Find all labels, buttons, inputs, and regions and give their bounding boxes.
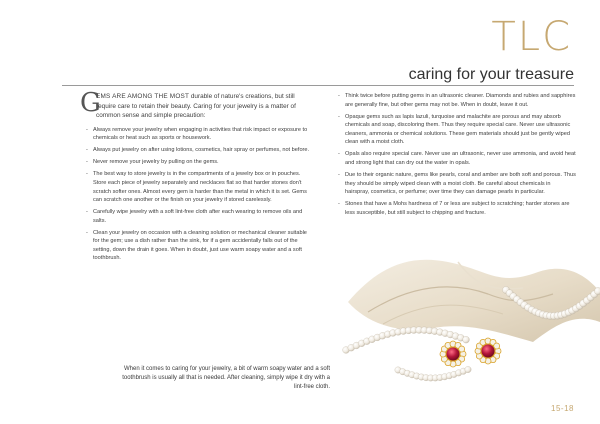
- left-care-list: [86, 126, 310, 263]
- header-divider: [62, 85, 574, 86]
- intro-text: durable of nature's creations, but still require care to retain their beauty. Caring for your jewelry is a matter of common sense and simple precaution:: [96, 93, 296, 120]
- photo-caption: When it comes to caring for your jewelry, a bit of warm soapy water and a soft toothbrush is usually all that is needed. After cleaning, simply wipe it dry with a lint-free cloth.: [122, 366, 330, 390]
- right-care-list: [338, 92, 576, 217]
- left-column: [80, 88, 310, 266]
- list-item: - Opaque gems such as lapis lazuli, turquoise and malachite are porous and may absorb chemicals and soap, discoloring them. Thus they require special care. Never use ultrasonic cleaners, ammonia or chemical solutions. These gem materials should just be gently wiped clean with a moist cloth.: [338, 113, 571, 146]
- ruby-earring-right: [475, 338, 501, 364]
- ruby-earring-left: [440, 341, 466, 367]
- intro-paragraph: [80, 88, 310, 121]
- list-item: - Due to their organic nature, gems like pearls, coral and amber are both soft and porous. Thus they should be simply wiped clean with a moist cloth. Be careful about chemicals in hairspray, cosmetics, or perfume; over time they can damage pearls in particular.: [338, 171, 576, 196]
- jewelry-photo: [338, 232, 600, 408]
- pearl: [465, 366, 471, 372]
- intro-lead: EMS ARE AMONG THE MOST: [96, 93, 190, 100]
- list-item: - Always put jewelry on after using lotions, cosmetics, hair spray or perfumes, not before.: [86, 147, 310, 154]
- section-title: TLC: [491, 14, 572, 60]
- list-item: - The best way to store jewelry is in the compartments of a jewelry box or in pouches. Store each piece of jewelry separately and necklaces flat so that harder stones don't scratch softer ones. Almost every gem is harder than the metal in which it is set. Gems can scratch one another or the finish on your jewelry if stored carelessly.: [86, 171, 307, 204]
- list-item: - Always remove your jewelry when engaging in activities that risk impact or exposure to chemicals or heat such as sports or housework.: [86, 126, 308, 142]
- list-item: - Think twice before putting gems in an ultrasonic cleaner. Diamonds and rubies and sapphires are generally fine, but other gems may not be. When in doubt, leave it out.: [338, 93, 576, 108]
- page-number: 15-18: [551, 404, 574, 413]
- pearl: [463, 336, 470, 343]
- list-item: - Clean your jewelry on occasion with a cleaning solution or mechanical cleaner suitable for the gem; use a dish rather than the sink, for if a gem accidentally falls out of the setting, down the drain it goes. When in doubt, just use warm soapy water and a soft toothbrush.: [86, 229, 307, 262]
- page-subtitle: caring for your treasure: [408, 66, 574, 83]
- list-item: - Opals also require special care. Never use an ultrasonic, never use ammonia, and avoid heat and strong light that can dry out the water in opals.: [338, 151, 576, 166]
- cloth-drape: [348, 260, 600, 342]
- list-item: - Stones that have a Mohs hardness of 7 or less are subject to scratching; harder stones are less susceptible, but still subject to chipping and fracture.: [338, 201, 570, 216]
- drop-cap: G: [80, 88, 101, 118]
- right-column: [338, 92, 576, 221]
- pearl: [594, 287, 600, 294]
- list-item: - Carefully wipe jewelry with a soft lint-free cloth after each wearing to remove oils and salts.: [86, 209, 303, 224]
- ruby-stone: [446, 347, 460, 361]
- ruby-stone: [481, 344, 495, 358]
- list-item: - Never remove your jewelry by pulling on the gems.: [86, 159, 219, 166]
